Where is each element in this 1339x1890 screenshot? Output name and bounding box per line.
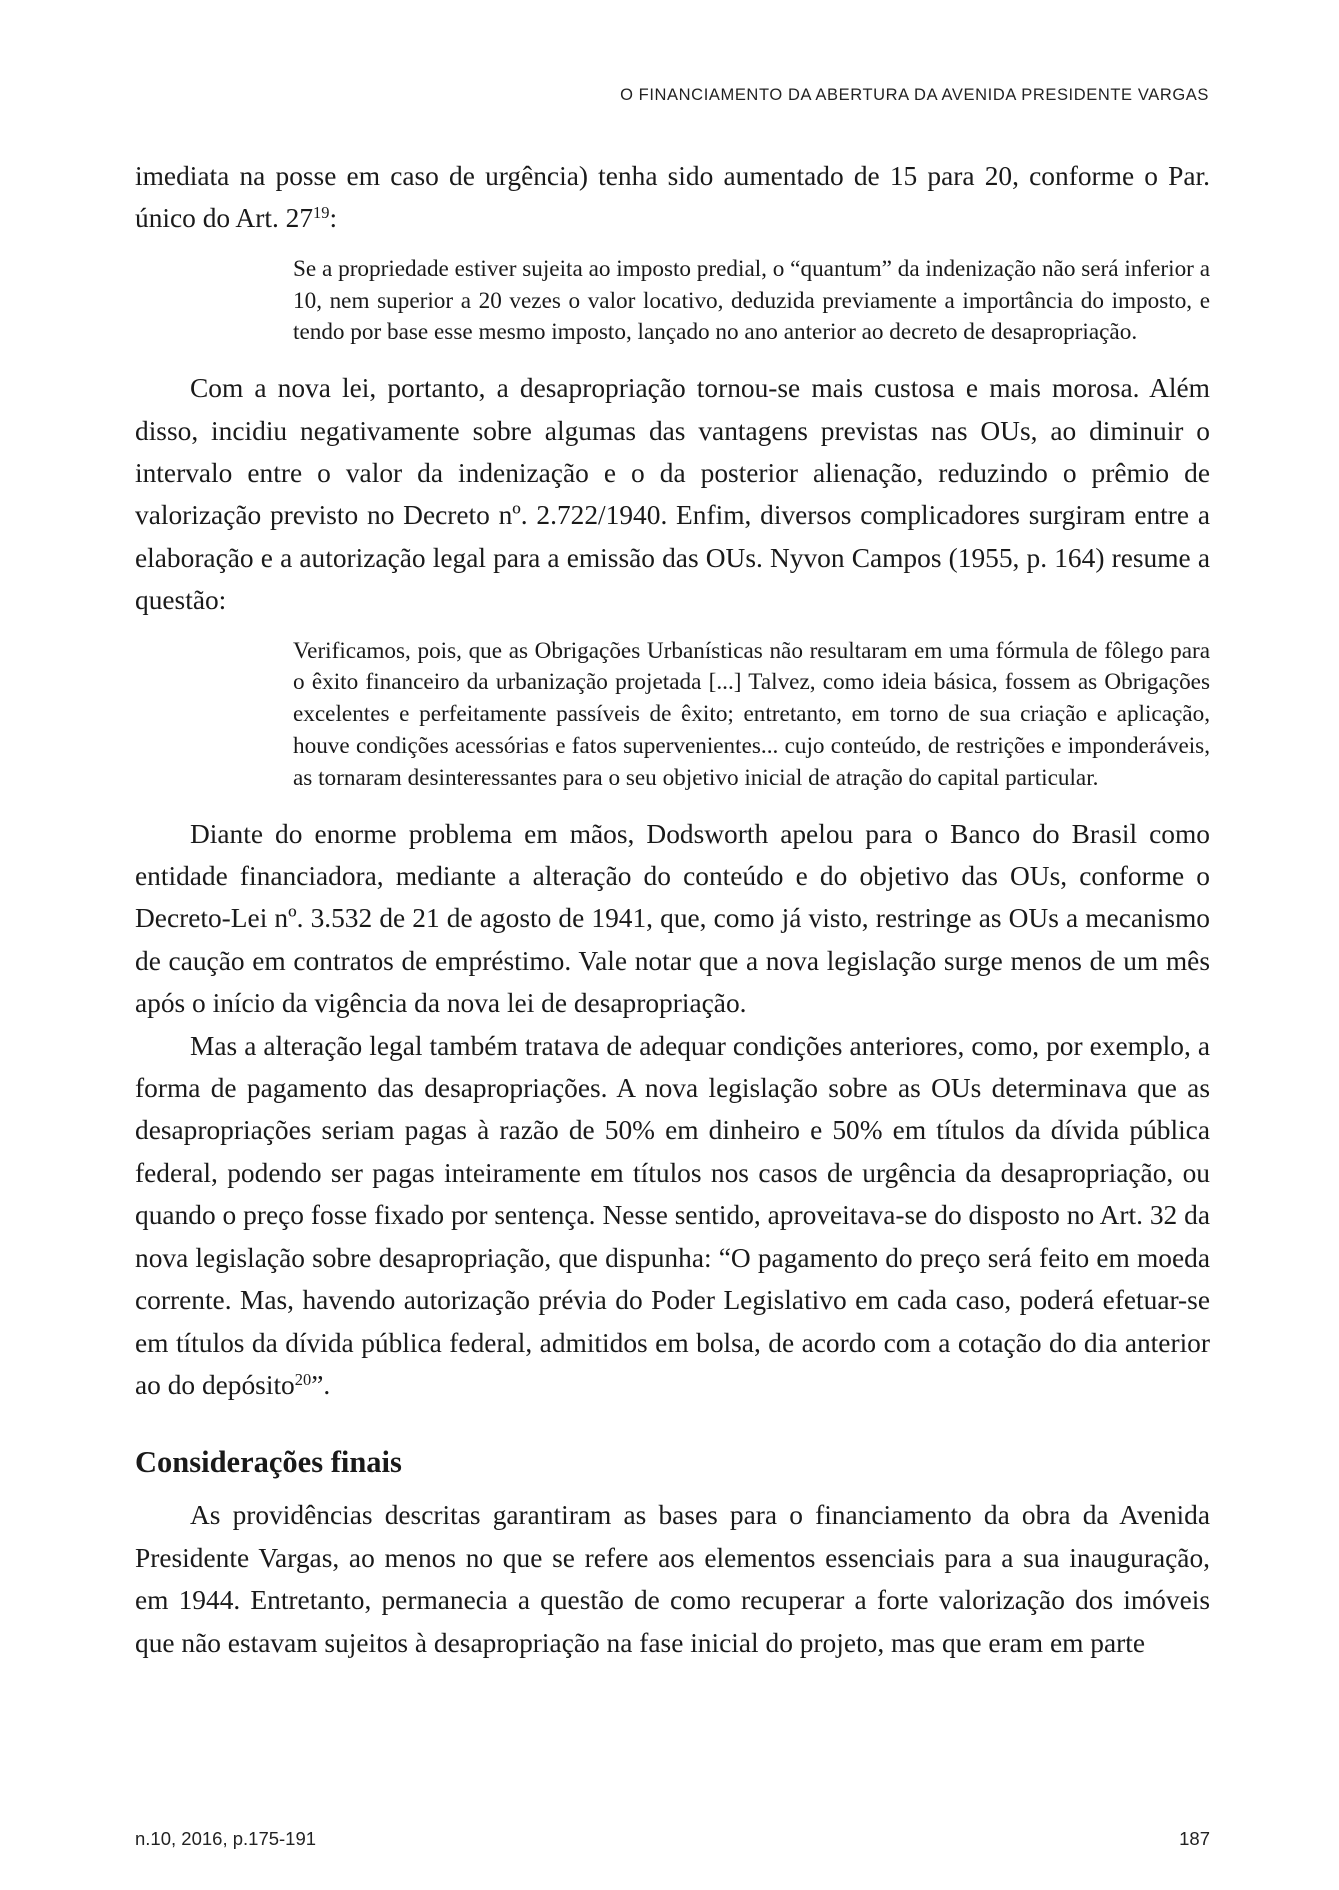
block-quote-1 <box>293 254 1210 349</box>
footnote-ref-19[interactable]: 19 <box>313 203 330 223</box>
block-quote-text: Verificamos, pois, que as Obrigações Urbanísticas não resultaram em uma fórmula de fôlego para o êxito financeiro da urbanização projetada [...] Talvez, como ideia básica, fossem as Obrigações excelentes e perfeitamente passíveis de êxito; entretanto, em torno de sua criação e aplicação, houve condições acessórias e fatos supervenientes... cujo conteúdo, de restrições e imponderáveis, as tornaram desinteressantes para o seu objetivo inicial de atração do capital particular. <box>293 637 1210 791</box>
paragraph-continuation <box>135 155 1210 240</box>
paragraph-3: Diante do enorme problema em mãos, Dodsworth apelou para o Banco do Brasil como entidade financiadora, mediante a alteração do conteúdo e do objetivo das OUs, conforme o Decreto-Lei nº. 3.532 de 21 de agosto de 1941, que, como já visto, restringe as OUs a mecanismo de caução em contratos de empréstimo. Vale notar que a nova legislação surge menos de um mês após o início da vigência da nova lei de desapropriação. <box>135 818 1210 1019</box>
page-number: 187 <box>1179 1828 1210 1849</box>
footnote-ref-20[interactable]: 20 <box>294 1369 312 1389</box>
journal-citation: n.10, 2016, p.175-191 <box>135 1828 317 1849</box>
paragraph-4 <box>135 1025 1210 1407</box>
section-heading: Considerações finais <box>135 1445 402 1480</box>
article-body <box>135 155 1210 1664</box>
paragraph-2: Com a nova lei, portanto, a desapropriação tornou-se mais custosa e mais morosa. Além disso, incidiu negativamente sobre algumas das vantagens previstas nas OUs, ao diminuir o intervalo entre o valor da indenização e o da posterior alienação, reduzindo o prêmio de valorização previsto no Decreto nº. 2.722/1940. Enfim, diversos complicadores surgiram entre a elaboração e a autorização legal para a emissão das OUs. Nyvon Campos (1955, p. 164) resume a questão: <box>135 373 1210 616</box>
paragraph-5: As providências descritas garantiram as bases para o financiamento da obra da Avenida Presidente Vargas, ao menos no que se refere aos elementos essenciais para a sua inauguração, em 1944. Entretanto, permanecia a questão de como recuperar a forte valorização dos imóveis que não estavam sujeitos à desapropriação na fase inicial do projeto, mas que eram em parte <box>135 1500 1210 1658</box>
block-quote-text: Se a propriedade estiver sujeita ao imposto predial, o “quantum” da indenização não será inferior a 10, nem superior a 20 vezes o valor locativo, deduzida previamente a importância do imposto, e tendo por base esse mesmo imposto, lançado no ano anterior ao decreto de desapropriação. <box>293 255 1210 346</box>
paragraph-end: : <box>329 203 338 234</box>
paragraph-text: Mas a alteração legal também tratava de adequar condições anteriores, como, por exemplo, a forma de pagamento das desapropriações. A nova legislação sobre as OUs determinava que as desapropriações seriam pagas à razão de 50% em dinheiro e 50% em títulos da dívida pública federal, podendo ser pagas inteiramente em títulos nos casos de urgência da desapropriação, ou quando o preço fosse fixado por sentença. Nesse sentido, aproveitava-se do disposto no Art. 32 da nova legislação sobre desapropriação, que dispunha: “O pagamento do preço será feito em moeda corrente. Mas, havendo autorização prévia do Poder Legislativo em cada caso, poderá efetuar-se em títulos da dívida pública federal, admitidos em bolsa, de acordo com a cotação do dia anterior ao do depósito <box>135 1030 1210 1400</box>
running-header: O FINANCIAMENTO DA ABERTURA DA AVENIDA PRESIDENTE VARGAS <box>620 86 1209 104</box>
paragraph-end: ”. <box>311 1369 331 1400</box>
paragraph-text: imediata na posse em caso de urgência) tenha sido aumentado de 15 para 20, conforme o Par. único do Art. 27 <box>135 161 1210 234</box>
block-quote-2 <box>293 636 1210 795</box>
